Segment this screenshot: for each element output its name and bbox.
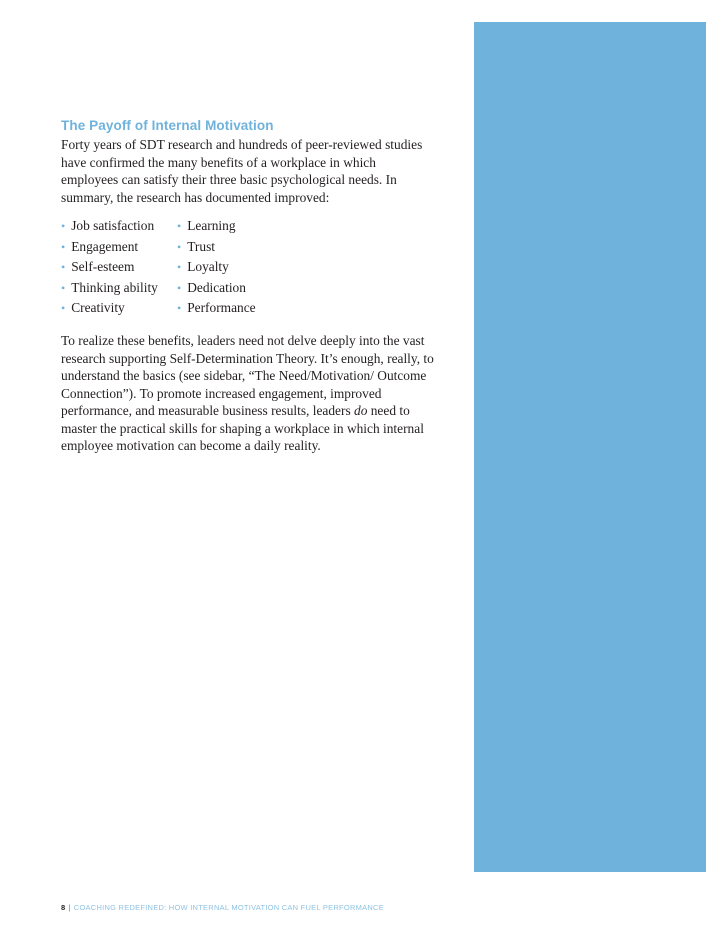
body-paragraph: To realize these benefits, leaders need not delve deeply into the vast research supporting Self-Determination Theory. It’s enough, really, to understand the basics (see sidebar, “The Need/Motivation/ Outcome Connection”). To promote increased engagement, improved performance, and measurable business results, leaders do need to master the practical skills for shaping a workplace in which internal employee motivation can become a daily reality.: [61, 333, 434, 453]
bullet-icon: •: [177, 239, 182, 254]
benefits-list-left: [61, 216, 158, 319]
bullet-icon: •: [61, 239, 66, 254]
list-item: • Trust: [177, 238, 215, 254]
footer-title: COACHING REDEFINED: HOW INTERNAL MOTIVATION CAN FUEL PERFORMANCE: [73, 903, 384, 912]
emphasis-text: do: [354, 403, 368, 418]
list-item: • Thinking ability: [61, 279, 158, 295]
list-item: • Performance: [177, 300, 256, 315]
bullet-icon: •: [61, 301, 66, 315]
bullet-icon: •: [177, 260, 182, 274]
bullet-icon: •: [177, 219, 182, 233]
intro-paragraph: Forty years of SDT research and hundreds of peer-reviewed studies have confirmed the many benefits of a workplace in which employees can satisfy their three basic psychological needs. In summary, the research has documented improved:: [61, 137, 423, 205]
list-item: • Self-esteem: [61, 259, 135, 274]
bullet-icon: •: [61, 219, 66, 233]
page-number: 8: [61, 903, 66, 912]
list-item: • Loyalty: [177, 259, 229, 274]
list-item: • Creativity: [61, 300, 125, 315]
page-footer: [61, 903, 384, 912]
bullet-icon: •: [61, 280, 66, 295]
sidebar-panel: [474, 22, 706, 872]
list-item: • Dedication: [177, 279, 246, 295]
bullet-icon: •: [177, 301, 182, 315]
list-item: • Engagement: [61, 238, 139, 254]
footer-separator: |: [68, 903, 71, 912]
benefits-list-right: [177, 216, 256, 319]
list-item: • Learning: [177, 218, 236, 233]
list-item: • Job satisfaction: [61, 218, 155, 233]
bullet-icon: •: [61, 260, 66, 274]
section-heading: The Payoff of Internal Motivation: [61, 118, 274, 133]
bullet-icon: •: [177, 280, 182, 295]
